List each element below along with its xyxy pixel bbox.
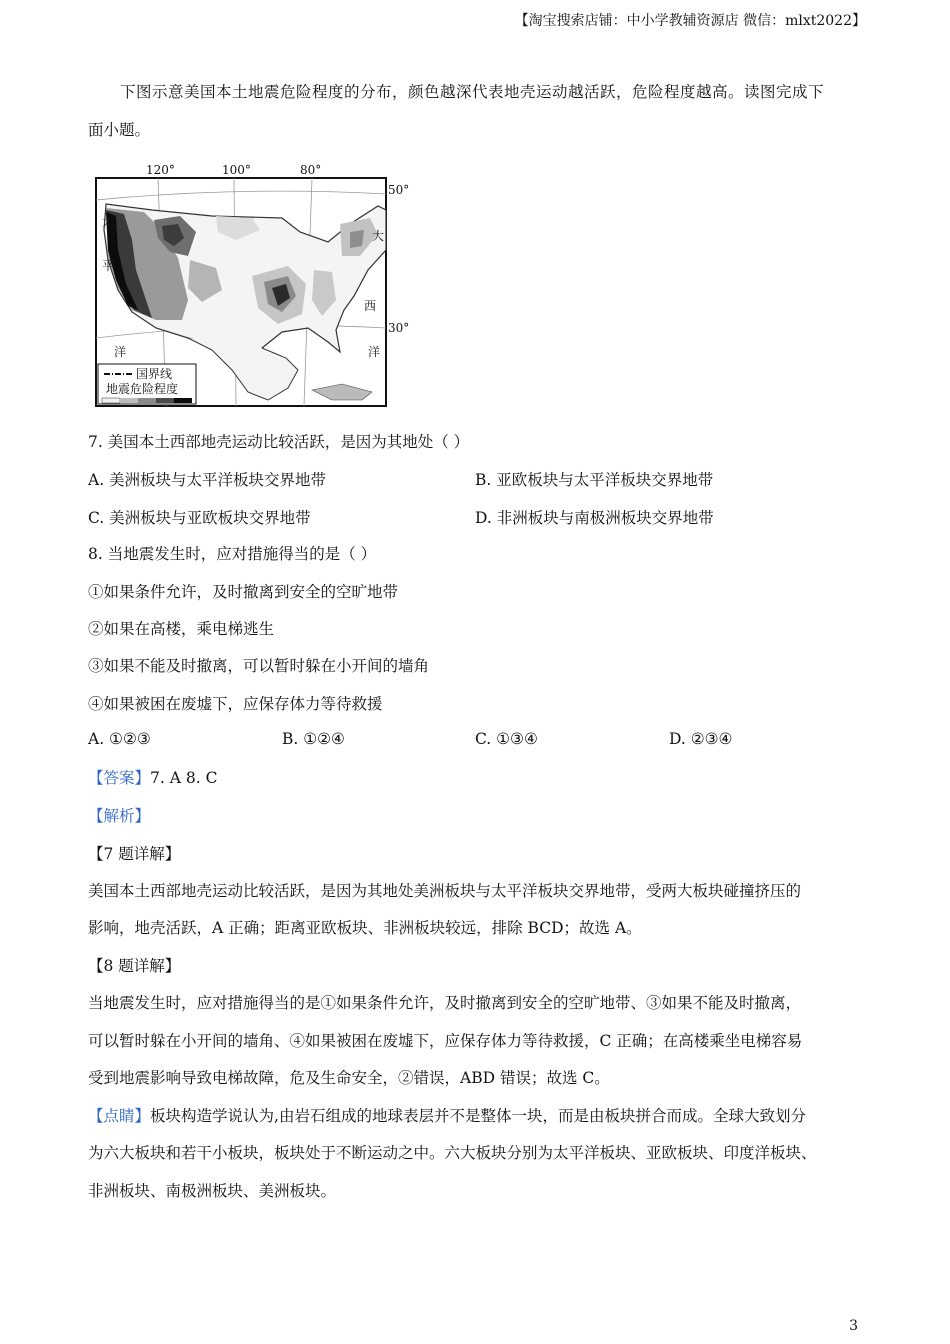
- q8-option-b: B. ①②④: [282, 730, 345, 748]
- latitude-label-50: 50°: [388, 183, 410, 197]
- tip-line-1: [88, 1104, 806, 1126]
- legend-hazard-label: 地震危险程度: [106, 382, 179, 396]
- detail-8-line-3: 受到地震影响导致电梯故障，危及生命安全，②错误，ABD 错误；故选 C。: [88, 1069, 610, 1087]
- answer-line: [88, 766, 217, 788]
- q8-option-d: D. ②③④: [669, 730, 733, 748]
- detail-8-line-2: 可以暂时躲在小开间的墙角、④如果被困在废墟下，应保存体力等待救援，C 正确；在高楼乘坐电梯容易: [88, 1032, 803, 1050]
- tip-tag: 【点睛】: [88, 1107, 151, 1125]
- longitude-label-120: 120°: [146, 163, 175, 177]
- hazard-scale-bar: [102, 398, 192, 403]
- q8-statement-3: ③如果不能及时撤离，可以暂时躲在小开间的墙角: [88, 657, 430, 675]
- q8-statement-4: ④如果被困在废墟下，应保存体力等待救援: [88, 695, 383, 713]
- tip-line-3: 非洲板块、南极洲板块、美洲板块。: [88, 1182, 337, 1200]
- intro-line-1: 下图示意美国本土地震危险程度的分布，颜色越深代表地壳运动越活跃，危险程度越高。读图完成下: [120, 83, 825, 101]
- q7-option-d: D. 非洲板块与南极洲板块交界地带: [475, 509, 714, 527]
- latitude-label-30: 30°: [388, 321, 410, 335]
- q7-option-b: B. 亚欧板块与太平洋板块交界地带: [475, 471, 714, 489]
- detail-7-line-2: 影响，地壳活跃，A 正确；距离亚欧板块、非洲板块较远，排除 BCD；故选 A。: [88, 919, 642, 937]
- q7-stem: 7. 美国本土西部地壳运动比较活跃，是因为其地处（ ）: [88, 433, 470, 451]
- tip-line-2: 为六大板块和若干小板块，板块处于不断运动之中。六大板块分别为太平洋板块、亚欧板块、印度洋板块、: [88, 1144, 817, 1162]
- longitude-label-80: 80°: [300, 163, 322, 177]
- intro-line-2: 面小题。: [88, 121, 151, 139]
- longitude-label-100: 100°: [222, 163, 251, 177]
- ocean-label-ping: 平: [102, 259, 115, 273]
- ocean-label-yang-atlantic: 洋: [368, 345, 381, 359]
- answer-text: 7. A 8. C: [150, 769, 218, 787]
- q8-option-a: A. ①②③: [88, 730, 151, 748]
- us-earthquake-hazard-map: [92, 160, 412, 410]
- detail-7-line-1: 美国本土西部地壳运动比较活跃，是因为其地处美洲板块与太平洋板块交界地带，受两大板块碰撞挤压的: [88, 882, 802, 900]
- ocean-label-tai: 太: [102, 215, 115, 229]
- page-header: 【淘宝搜索店铺：中小学教辅资源店 微信：mlxt2022】: [514, 13, 866, 29]
- tip-text-1: 板块构造学说认为,由岩石组成的地球表层并不是整体一块，而是由板块拼合而成。全球大致划分: [150, 1107, 806, 1125]
- page-number: 3: [849, 1318, 858, 1334]
- q7-option-c: C. 美洲板块与亚欧板块交界地带: [88, 509, 311, 527]
- detail-8-title: 【8 题详解】: [88, 957, 181, 975]
- ocean-label-xi: 西: [364, 299, 377, 313]
- q8-option-c: C. ①③④: [475, 730, 538, 748]
- ocean-label-da: 大: [372, 229, 385, 243]
- q8-statement-2: ②如果在高楼，乘电梯逃生: [88, 620, 275, 638]
- q8-stem: 8. 当地震发生时，应对措施得当的是（ ）: [88, 545, 377, 563]
- detail-8-line-1: 当地震发生时，应对措施得当的是①如果条件允许，及时撤离到安全的空旷地带、③如果不能及时撤离，: [88, 994, 802, 1012]
- detail-7-title: 【7 题详解】: [88, 845, 181, 863]
- analysis-tag: 【解析】: [88, 807, 151, 825]
- ocean-label-yang-pacific: 洋: [114, 345, 127, 359]
- answer-tag: 【答案】: [88, 769, 151, 787]
- q7-option-a: A. 美洲板块与太平洋板块交界地带: [88, 471, 327, 489]
- legend-border-label: 国界线: [136, 367, 173, 381]
- q8-statement-1: ①如果条件允许，及时撤离到安全的空旷地带: [88, 583, 399, 601]
